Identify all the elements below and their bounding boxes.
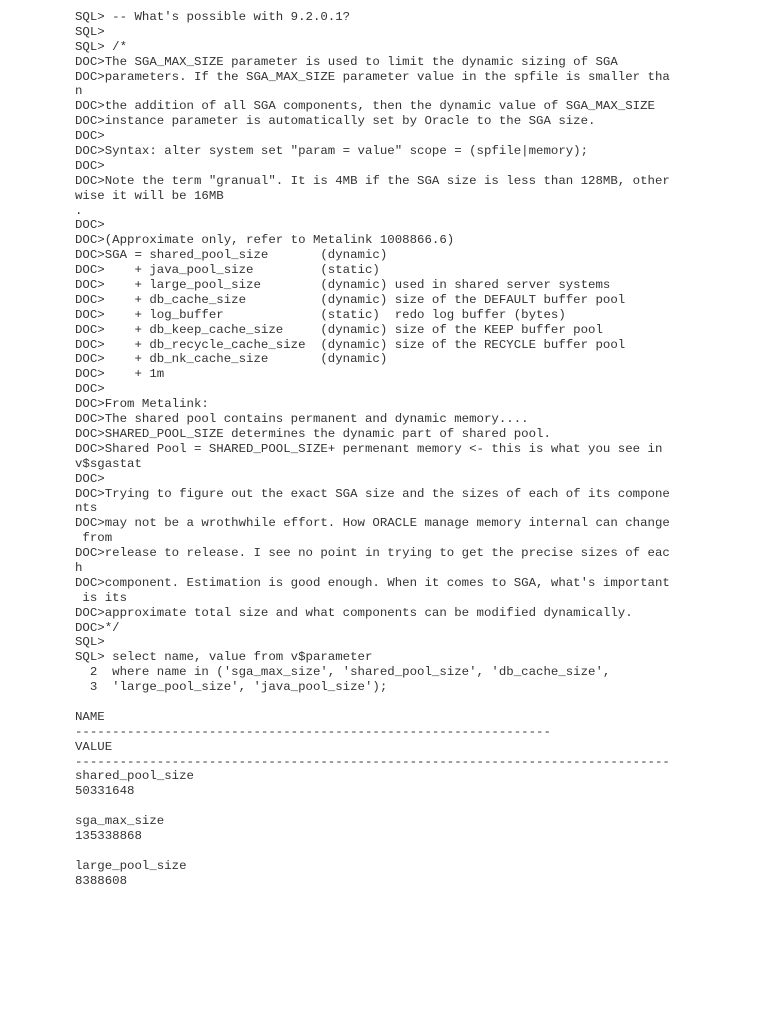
text-line: 8388608: [75, 873, 128, 888]
text-line: 50331648: [75, 784, 135, 799]
text-line: DOC> + java_pool_size (static): [75, 263, 380, 278]
text-line: 3 'large_pool_size', 'java_pool_size');: [75, 680, 388, 695]
text-line: sga_max_size: [75, 814, 165, 829]
text-line: DOC>the addition of all SGA components, then the dynamic value of SGA_MAX_SIZE: [75, 99, 655, 114]
text-line: n: [75, 84, 83, 99]
text-line: SQL>: [75, 635, 105, 650]
text-line: wise it will be 16MB: [75, 188, 224, 203]
text-line: DOC> + log_buffer (static) redo log buffer (bytes): [75, 307, 566, 322]
text-line: DOC>From Metalink:: [75, 397, 209, 412]
text-line: DOC>Shared Pool = SHARED_POOL_SIZE+ permenant memory <- this is what you see in: [75, 441, 663, 456]
text-line: [75, 799, 755, 814]
text-line: SQL>: [75, 24, 105, 39]
text-line: DOC> + db_keep_cache_size (dynamic) size of the KEEP buffer pool: [75, 322, 603, 337]
text-line: DOC> + large_pool_size (dynamic) used in shared server systems: [75, 278, 611, 293]
text-line: DOC>approximate total size and what components can be modified dynamically.: [75, 605, 633, 620]
text-line: [75, 844, 755, 859]
text-line: DOC> + db_cache_size (dynamic) size of the DEFAULT buffer pool: [75, 292, 626, 307]
text-line: shared_pool_size: [75, 769, 194, 784]
text-line: ----------------------------------------------------------------: [75, 724, 551, 739]
text-line: [75, 695, 755, 710]
text-line: NAME: [75, 709, 105, 724]
text-line: VALUE: [75, 739, 113, 754]
text-line: DOC>Trying to figure out the exact SGA size and the sizes of each of its compone: [75, 486, 670, 501]
text-line: DOC>: [75, 471, 105, 486]
text-line: DOC>instance parameter is automatically set by Oracle to the SGA size.: [75, 114, 596, 129]
text-line: v$sgastat: [75, 456, 142, 471]
text-line: 2 where name in ('sga_max_size', 'shared_pool_size', 'db_cache_size',: [75, 665, 611, 680]
text-line: h: [75, 560, 83, 575]
text-line: from: [75, 531, 113, 546]
text-line: DOC>The shared pool contains permanent and dynamic memory....: [75, 412, 529, 427]
text-line: SQL> -- What's possible with 9.2.0.1?: [75, 10, 351, 24]
text-line: DOC>Note the term "granual". It is 4MB if the SGA size is less than 128MB, other: [75, 173, 670, 188]
text-line: DOC>parameters. If the SGA_MAX_SIZE parameter value in the spfile is smaller tha: [75, 69, 670, 84]
text-line: DOC>The SGA_MAX_SIZE parameter is used to limit the dynamic sizing of SGA: [75, 54, 618, 69]
text-line: SQL> select name, value from v$parameter: [75, 650, 373, 665]
document-page: [75, 10, 755, 889]
text-line: large_pool_size: [75, 858, 187, 873]
text-line: DOC> + 1m: [75, 367, 165, 382]
text-line: --------------------------------------------------------------------------------: [75, 754, 670, 769]
text-line: DOC>(Approximate only, refer to Metalink 1008866.6): [75, 233, 455, 248]
text-line: DOC>*/: [75, 620, 120, 635]
text-line: DOC>: [75, 218, 105, 233]
text-line: DOC>SGA = shared_pool_size (dynamic): [75, 248, 388, 263]
text-line: DOC> + db_nk_cache_size (dynamic): [75, 352, 388, 367]
text-line: is its: [75, 590, 128, 605]
text-line: SQL> /*: [75, 39, 128, 54]
text-line: DOC>component. Estimation is good enough. When it comes to SGA, what's important: [75, 575, 670, 590]
text-line: DOC>Syntax: alter system set "param = value" scope = (spfile|memory);: [75, 144, 589, 159]
text-line: DOC>SHARED_POOL_SIZE determines the dynamic part of shared pool.: [75, 426, 551, 441]
text-line: DOC>: [75, 129, 105, 144]
text-line: 135338868: [75, 828, 142, 843]
text-line: .: [75, 203, 83, 218]
text-line: nts: [75, 501, 98, 516]
text-line: DOC>: [75, 382, 105, 397]
text-line: DOC> + db_recycle_cache_size (dynamic) size of the RECYCLE buffer pool: [75, 337, 626, 352]
text-line: DOC>: [75, 158, 105, 173]
text-line: DOC>may not be a wrothwhile effort. How ORACLE manage memory internal can change: [75, 516, 670, 531]
text-line: DOC>release to release. I see no point in trying to get the precise sizes of eac: [75, 546, 670, 561]
